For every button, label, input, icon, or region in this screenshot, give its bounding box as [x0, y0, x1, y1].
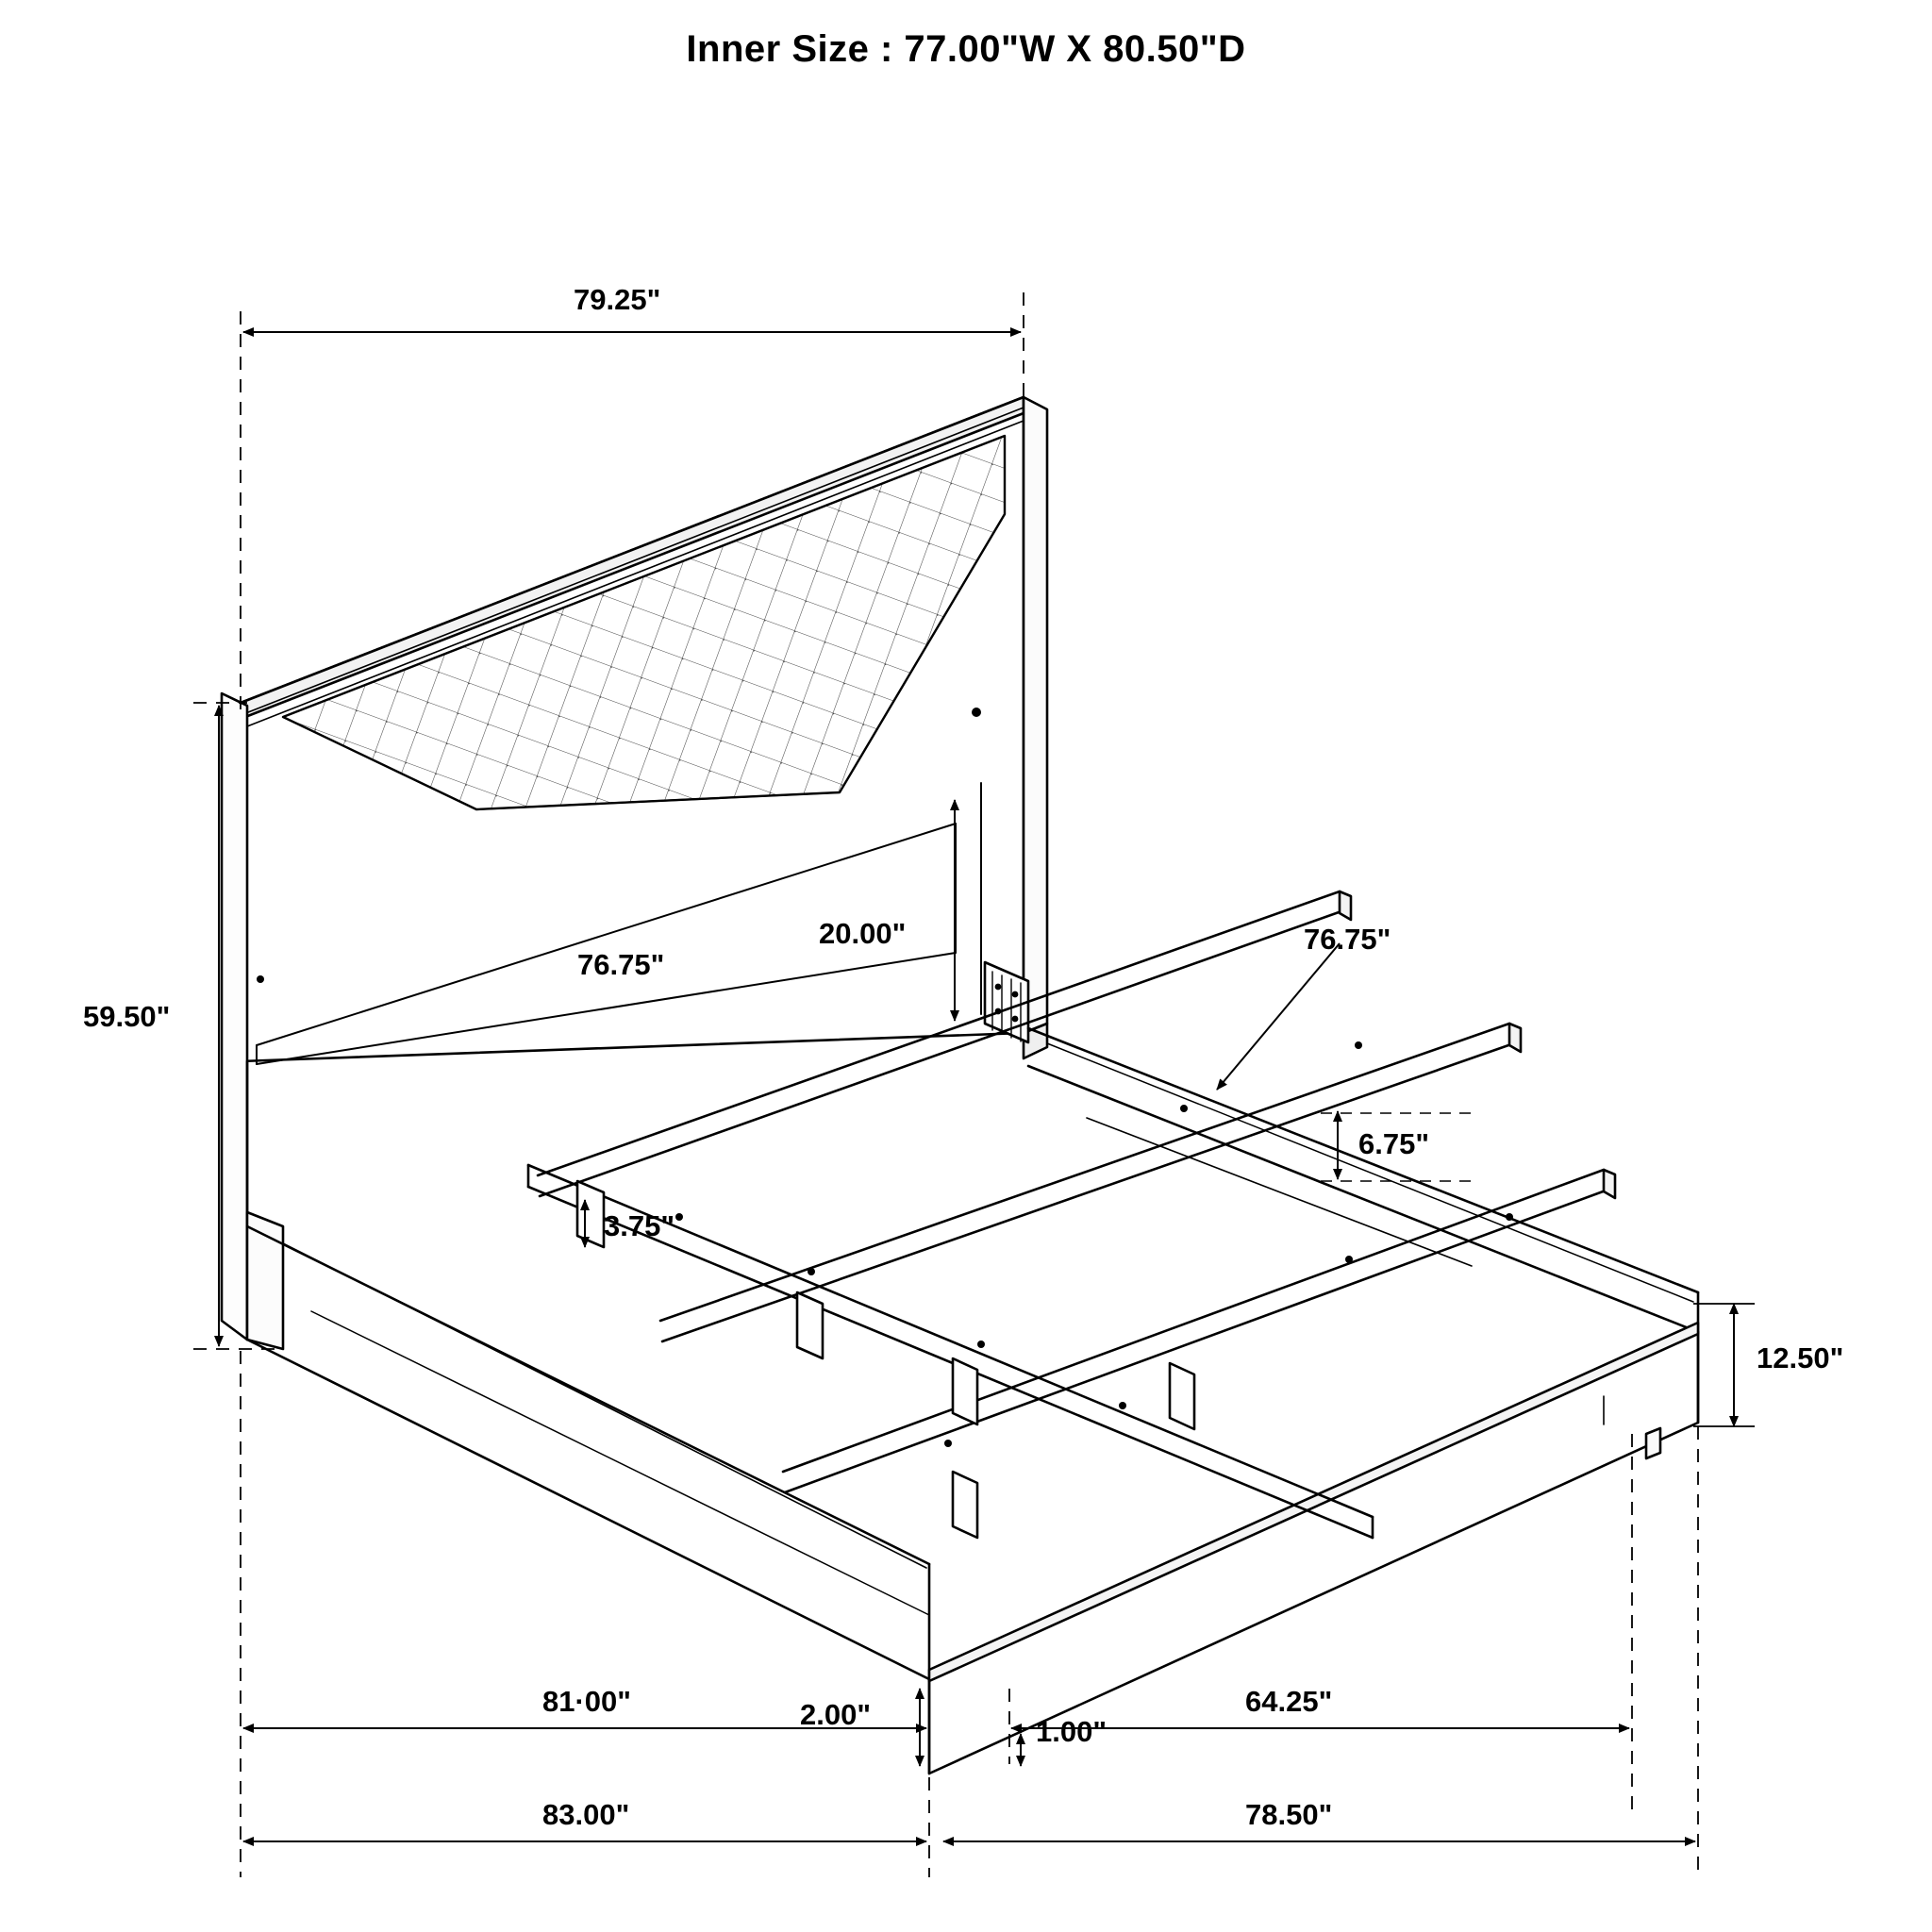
dim-headboard-width: 79.25" — [574, 283, 661, 316]
page-title: Inner Size : 77.00"W X 80.50"D — [686, 28, 1246, 70]
dim-footboard-height: 12.50" — [1757, 1341, 1844, 1374]
dim-foot-clearance: 1.00" — [1036, 1715, 1108, 1748]
dim-overall-depth-right: 78.50" — [1245, 1798, 1333, 1831]
dim-depth-left: 81·00" — [542, 1685, 631, 1718]
dim-slat-leg-height: 3.75" — [604, 1209, 675, 1242]
dim-headboard-lower-height: 20.00" — [819, 917, 907, 950]
dim-footboard-offset: 2.00" — [800, 1698, 872, 1731]
dim-overall-depth-left: 83.00" — [542, 1798, 630, 1831]
dim-rail-height: 6.75" — [1358, 1127, 1430, 1160]
dim-depth-right: 64.25" — [1245, 1685, 1333, 1718]
dim-headboard-panel-width: 76.75" — [577, 948, 665, 981]
dim-rail-length: 76.75" — [1304, 923, 1391, 956]
dim-overall-height: 59.50" — [83, 1000, 171, 1033]
